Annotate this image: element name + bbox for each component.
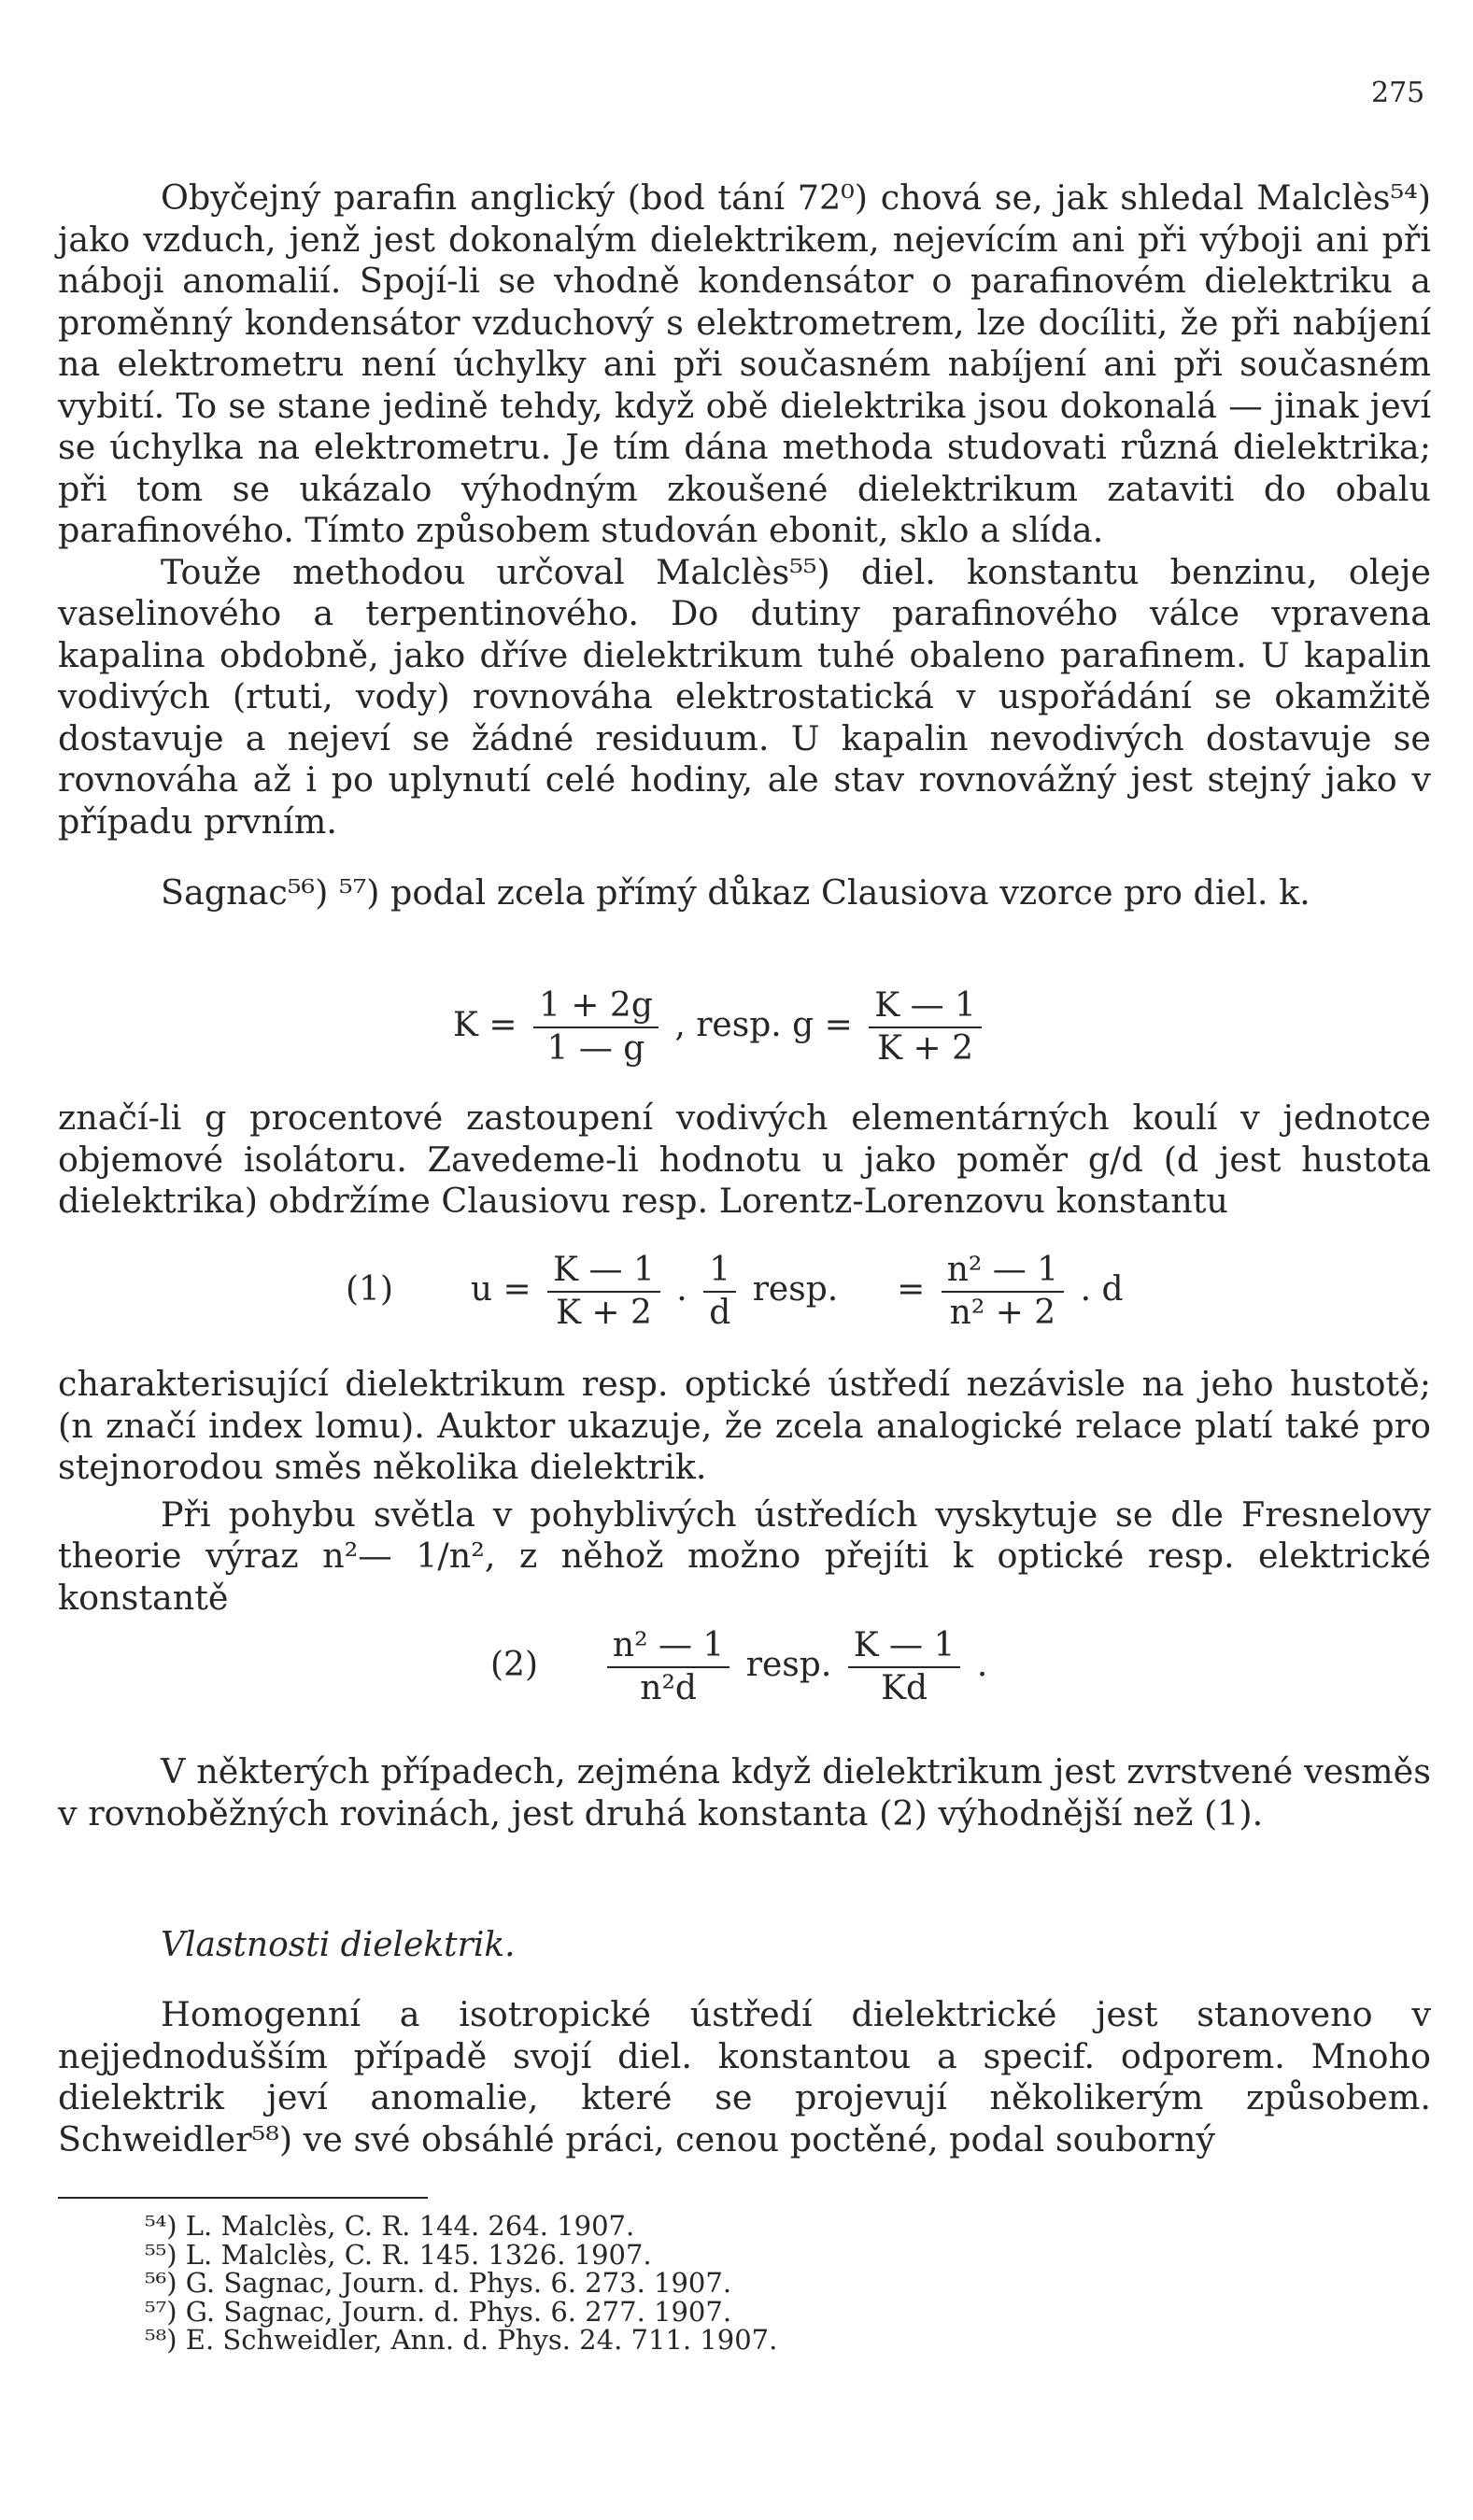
page-number: 275 [1371,77,1425,109]
numerator: n² — 1 [942,1250,1064,1293]
text-block-layered [58,1751,1431,1834]
denominator: d [709,1294,731,1332]
numerator: K — 1 [547,1250,660,1293]
paragraph-fresnel: Při pohybu světla v pohyblivých ústředích vyskytuje se dle Fresnelovy theorie výraz n²— 1/n², z něhož možno přejíti k optické resp. elektrické konstantě [58,1494,1431,1618]
fraction [547,1250,660,1334]
fraction [533,985,659,1069]
fraction [869,985,982,1069]
fraction [848,1625,961,1709]
numerator: 1 + 2g [533,985,659,1028]
formula-resp: resp. [752,1270,839,1309]
paragraph-paraffin: Obyčejný parafin anglický (bod tání 72⁰) chová se, jak shledal Malclès⁵⁴) jako vzduch, jenž jest dokonalým dielektrikem, nejevícím ani při výboji ani při náboji anomalií. Spojí-li se vhodně kondensátor o parafinovém dielektriku a proměnný kondensátor vzduchový s elektrometrem, lze docíliti, že při nabíjení na elektrometru není úchylky ani při současném nabíjení ani při současném vybití. To se stane jedině tehdy, když obě dielektrika jsou dokonalá — jinak jeví se úchylka na elektrometru. Je tím dána methoda studovati různá dielektrika; při tom se ukázalo výhodným zkoušené dielektrikum zataviti do obalu parafinového. Tímto způsobem studován ebonit, sklo a slída. [58,177,1431,550]
numerator: K — 1 [869,985,982,1028]
footnote: ⁵⁴) L. Malclès, C. R. 144. 264. 1907. [145,2210,635,2242]
formula-clausius [453,985,987,1069]
paragraph-liquids: Touže methodou určoval Malclès⁵⁵) diel. konstantu benzinu, oleje vaselinového a terpentinového. Do dutiny parafinového válce vpravena kapalina obdobně, jako dříve dielektrikum tuhé obaleno parafinem. U kapalin vodivých (rtuti, vody) rovnováha elektrostatická v uspořádání se okamžitě dostavuje a nejeví se žádné residuum. U kapalin nevodivých dostavuje se rovnováha až i po uplynutí celé hodiny, ale stav rovnovážný jest stejný jako v případu prvním. [58,551,1431,842]
denominator: K + 2 [877,1029,974,1068]
footnote: ⁵⁸) E. Schweidler, Ann. d. Phys. 24. 711. 1907. [145,2324,778,2356]
text-block-lower [58,1364,1431,1619]
paragraph-definition: značí-li g procentové zastoupení vodivých elementárných koulí v jednotce objemové isolátoru. Zavedeme-li hodnotu u jako poměr g/d (d jest hustota dielektrika) obdržíme Clausiovu resp. Lorentz-Lorenzovu konstantu [58,1097,1431,1221]
denominator: K + 2 [556,1294,652,1332]
text-block-middle [58,1097,1431,1223]
text-block-bottom [58,1994,1431,2160]
denominator: 1 — g [546,1029,645,1068]
fraction [942,1250,1064,1334]
paragraph-homogeneous: Homogenní a isotropické ústředí dielektrické jest stanoveno v nejjednodušším případě svojí diel. konstantou a specif. odporem. Mnoho dielektrik jeví anomalie, které se projevují několikerým způsobem. Schweidler⁵⁸) ve své obsáhlé práci, cenou poctěné, podal souborný [58,1994,1431,2159]
equation-number: (2) [490,1646,538,1684]
formula-lhs: K = [453,1006,517,1044]
footnotes [145,2212,777,2355]
denominator: n² + 2 [949,1294,1056,1332]
numerator: 1 [703,1250,736,1293]
numerator: n² — 1 [607,1625,729,1668]
fraction [607,1625,729,1709]
equation-number: (1) [346,1270,393,1309]
denominator: n²d [640,1669,697,1707]
footnote: ⁵⁵) L. Malclès, C. R. 145. 1326. 1907. [145,2238,652,2271]
footnote: ⁵⁷) G. Sagnac, Journ. d. Phys. 6. 277. 1907. [145,2295,732,2328]
section-title: Vlastnosti dielektrik. [161,1926,516,1964]
text-block-top [58,177,1431,914]
paragraph-sagnac: Sagnac⁵⁶) ⁵⁷) podal zcela přímý důkaz Clausiova vzorce pro diel. k. [161,872,1310,913]
formula-lhs: u = [470,1270,531,1309]
formula-eq2 [490,1625,987,1709]
formula-middle: , resp. g = [674,1006,853,1044]
paragraph-layered: V některých případech, zejména když dielektrikum jest zvrstvené vesměs v rovnoběžných rovinách, jest druhá konstanta (2) výhodnější než (1). [58,1751,1431,1833]
formula-equals: = [897,1270,926,1309]
paragraph-characterising: charakterisující dielektrikum resp. optické ústředí nezávisle na jeho hustotě; (n značí index lomu). Auktor ukazuje, že zcela analogické relace platí také pro stejnorodou směs několika dielektrik. [58,1364,1431,1487]
formula-eq1 [346,1250,1124,1334]
denominator: Kd [881,1669,928,1707]
footnote: ⁵⁶) G. Sagnac, Journ. d. Phys. 6. 273. 1907. [145,2267,732,2299]
formula-resp: resp. [745,1646,832,1684]
formula-tail: . d [1080,1270,1124,1309]
fraction [703,1250,736,1334]
numerator: K — 1 [848,1625,961,1668]
footnote-divider [58,2197,428,2199]
formula-end: . [976,1646,988,1684]
formula-dot: . [676,1270,687,1309]
